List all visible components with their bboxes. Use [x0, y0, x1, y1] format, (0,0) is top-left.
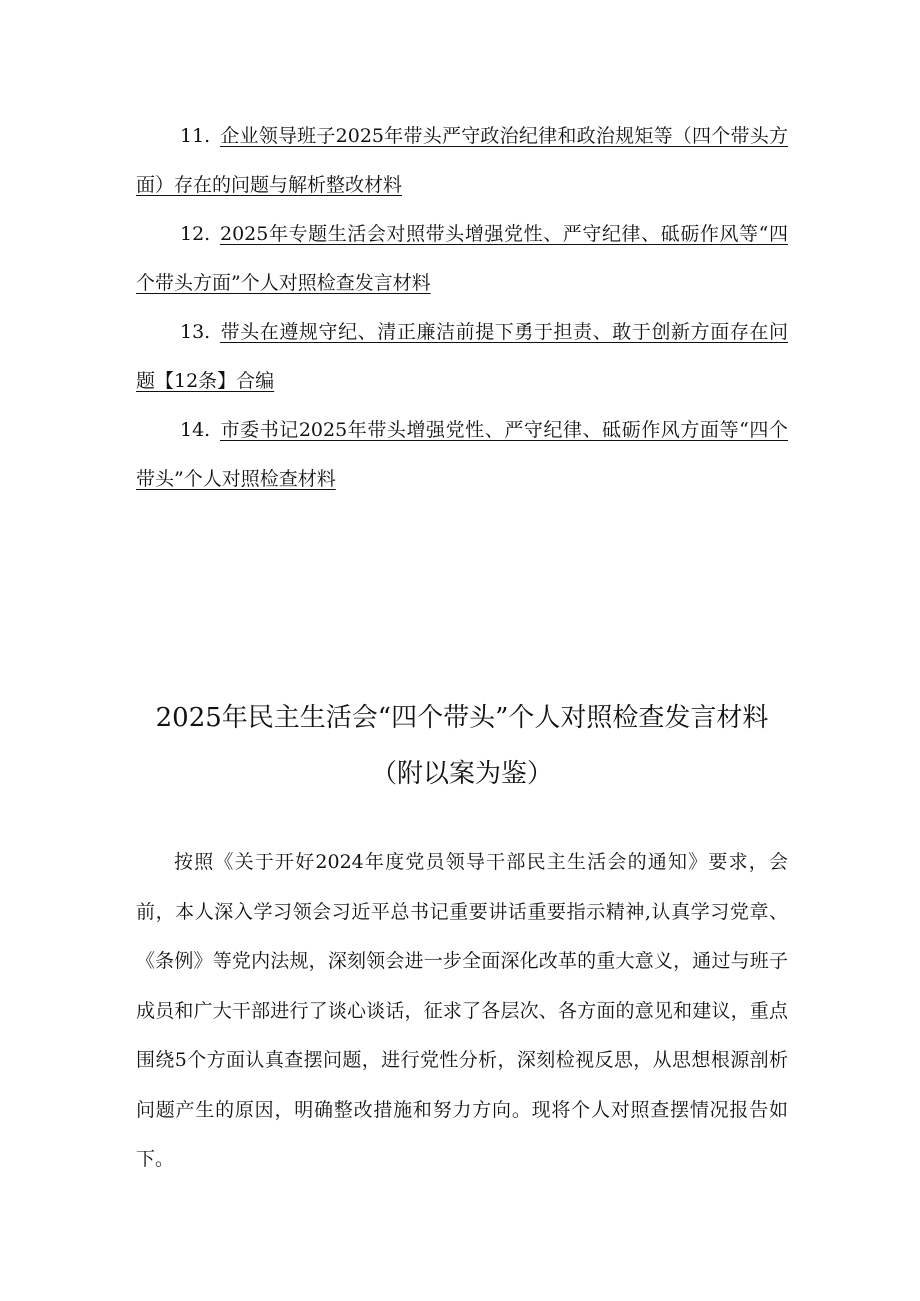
- toc-item-11: [136, 112, 788, 210]
- toc-item-12: [136, 210, 788, 308]
- toc-item-14: [136, 406, 788, 504]
- toc-link-11[interactable]: 企业领导班子2025年带头严守政治纪律和政治规矩等（四个带头方面）存在的问题与解析整改材料: [136, 125, 788, 196]
- toc-link-13[interactable]: 带头在遵规守纪、清正廉洁前提下勇于担责、敢于创新方面存在问题【12条】合编: [136, 321, 788, 392]
- toc-item-number: 12.: [180, 223, 211, 245]
- toc-link-14[interactable]: 市委书记2025年带头增强党性、严守纪律、砥砺作风方面等“四个带头”个人对照检查材料: [136, 419, 788, 490]
- toc-item-number: 13.: [180, 321, 211, 343]
- toc-link-12[interactable]: 2025年专题生活会对照带头增强党性、严守纪律、砥砺作风等“四个带头方面”个人对照检查发言材料: [136, 223, 788, 294]
- article-paragraph: 按照《关于开好2024年度党员领导干部民主生活会的通知》要求，会前，本人深入学习领会习近平总书记重要讲话重要指示精神,认真学习党章、《条例》等党内法规，深刻领会进一步全面深化改革的重大意义，通过与班子成员和广大干部进行了谈心谈话，征求了各层次、各方面的意见和建议，重点围绕5个方面认真查摆问题，进行党性分析，深刻检视反思，从思想根源剖析问题产生的原因，明确整改措施和努力方向。现将个人对照查摆情况报告如下。: [136, 851, 788, 1170]
- toc-list: [136, 112, 788, 504]
- toc-item-number: 14.: [180, 419, 211, 441]
- toc-item-number: 11.: [180, 125, 211, 147]
- article-title: 2025年民主生活会“四个带头”个人对照检查发言材料（附以案为鉴）: [155, 703, 769, 789]
- toc-item-13: [136, 308, 788, 406]
